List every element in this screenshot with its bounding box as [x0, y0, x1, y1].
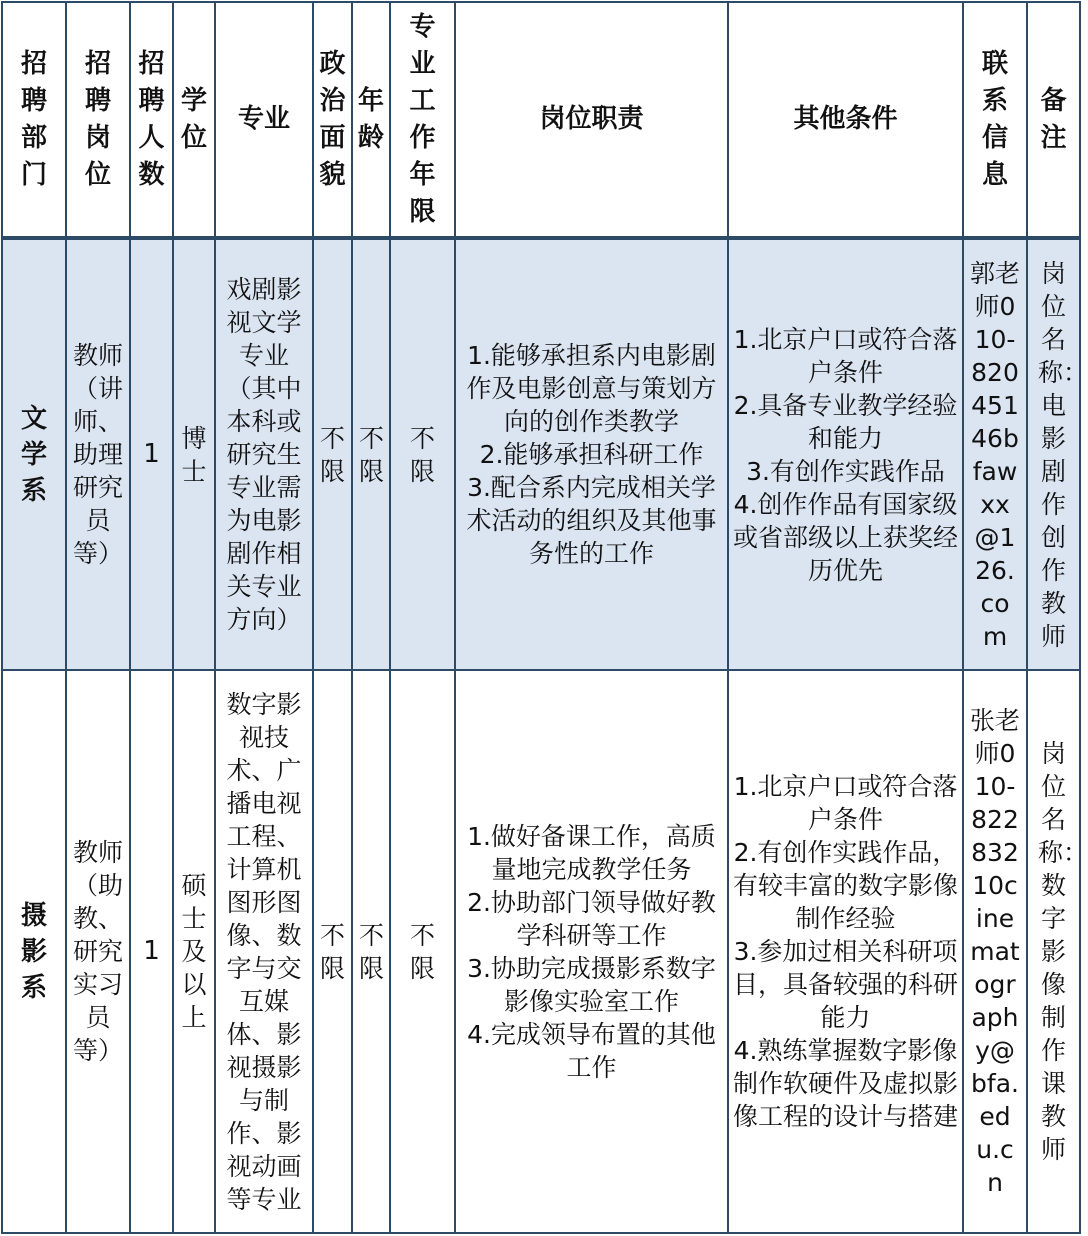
- header-count: 招聘人数: [130, 2, 173, 238]
- notes-cell: 岗位名称：数字影像制作课教师: [1027, 670, 1080, 1233]
- dept-cell: 摄影系: [2, 670, 66, 1233]
- duties-cell: 1.能够承担系内电影剧作及电影创意与策划方向的创作类教学 2.能够承担科研工作 3.配合系内完成相关学术活动的组织及其他事务性的工作: [455, 238, 728, 670]
- politics-cell: 不限: [313, 670, 352, 1233]
- requirements-cell: 1.北京户口或符合落户条件 2.具备专业教学经验和能力 3.有创作实践作品 4.创作作品有国家级或省部级以上获奖经历优先: [728, 238, 963, 670]
- notes-cell: 岗位名称：电影剧作创作教师: [1027, 238, 1080, 670]
- header-contact: 联系信息: [963, 2, 1027, 238]
- table-row: [2, 238, 1080, 670]
- header-degree: 学位: [173, 2, 215, 238]
- requirements-cell: 1.北京户口或符合落户条件 2.有创作实践作品，有较丰富的数字影像制作经验 3.参加过相关科研项目，具备较强的科研能力 4.熟练掌握数字影像制作软硬件及虚拟影像工程的设计与搭建: [728, 670, 963, 1233]
- count-cell: 1: [130, 238, 173, 670]
- header-dept: 招聘部门: [2, 2, 66, 238]
- position-cell: 教师（助教、研究实习员等）: [66, 670, 130, 1233]
- age-cell: 不限: [352, 670, 390, 1233]
- experience-cell: 不限: [390, 238, 455, 670]
- major-cell: 戏剧影视文学专业（其中本科或研究生专业需为电影剧作相关专业方向）: [215, 238, 313, 670]
- table-row: [2, 670, 1080, 1233]
- header-notes: 备注: [1027, 2, 1080, 238]
- header-row: [2, 2, 1080, 238]
- duties-cell: 1.做好备课工作，高质量地完成教学任务 2.协助部门领导做好教学科研等工作 3.协助完成摄影系数字影像实验室工作 4.完成领导布置的其他工作: [455, 670, 728, 1233]
- header-experience: 专业工作年限: [390, 2, 455, 238]
- degree-cell: 博士: [173, 238, 215, 670]
- dept-cell: 文学系: [2, 238, 66, 670]
- age-cell: 不限: [352, 238, 390, 670]
- major-cell: 数字影视技术、广播电视工程、计算机图形图像、数字与交互媒体、影视摄影与制作、影视动画等专业: [215, 670, 313, 1233]
- politics-cell: 不限: [313, 238, 352, 670]
- degree-cell: 硕士及以上: [173, 670, 215, 1233]
- contact-cell: 张老师010-82283210cinematography@bfa.edu.cn: [963, 670, 1027, 1233]
- header-position: 招聘岗位: [66, 2, 130, 238]
- header-requirements: 其他条件: [728, 2, 963, 238]
- contact-cell: 郭老师010-82045146bfawxx@126.com: [963, 238, 1027, 670]
- count-cell: 1: [130, 670, 173, 1233]
- position-cell: 教师（讲师、助理研究员等）: [66, 238, 130, 670]
- header-politics: 政治面貌: [313, 2, 352, 238]
- header-age: 年龄: [352, 2, 390, 238]
- experience-cell: 不限: [390, 670, 455, 1233]
- header-duties: 岗位职责: [455, 2, 728, 238]
- header-major: 专业: [215, 2, 313, 238]
- recruitment-table: [1, 1, 1088, 1234]
